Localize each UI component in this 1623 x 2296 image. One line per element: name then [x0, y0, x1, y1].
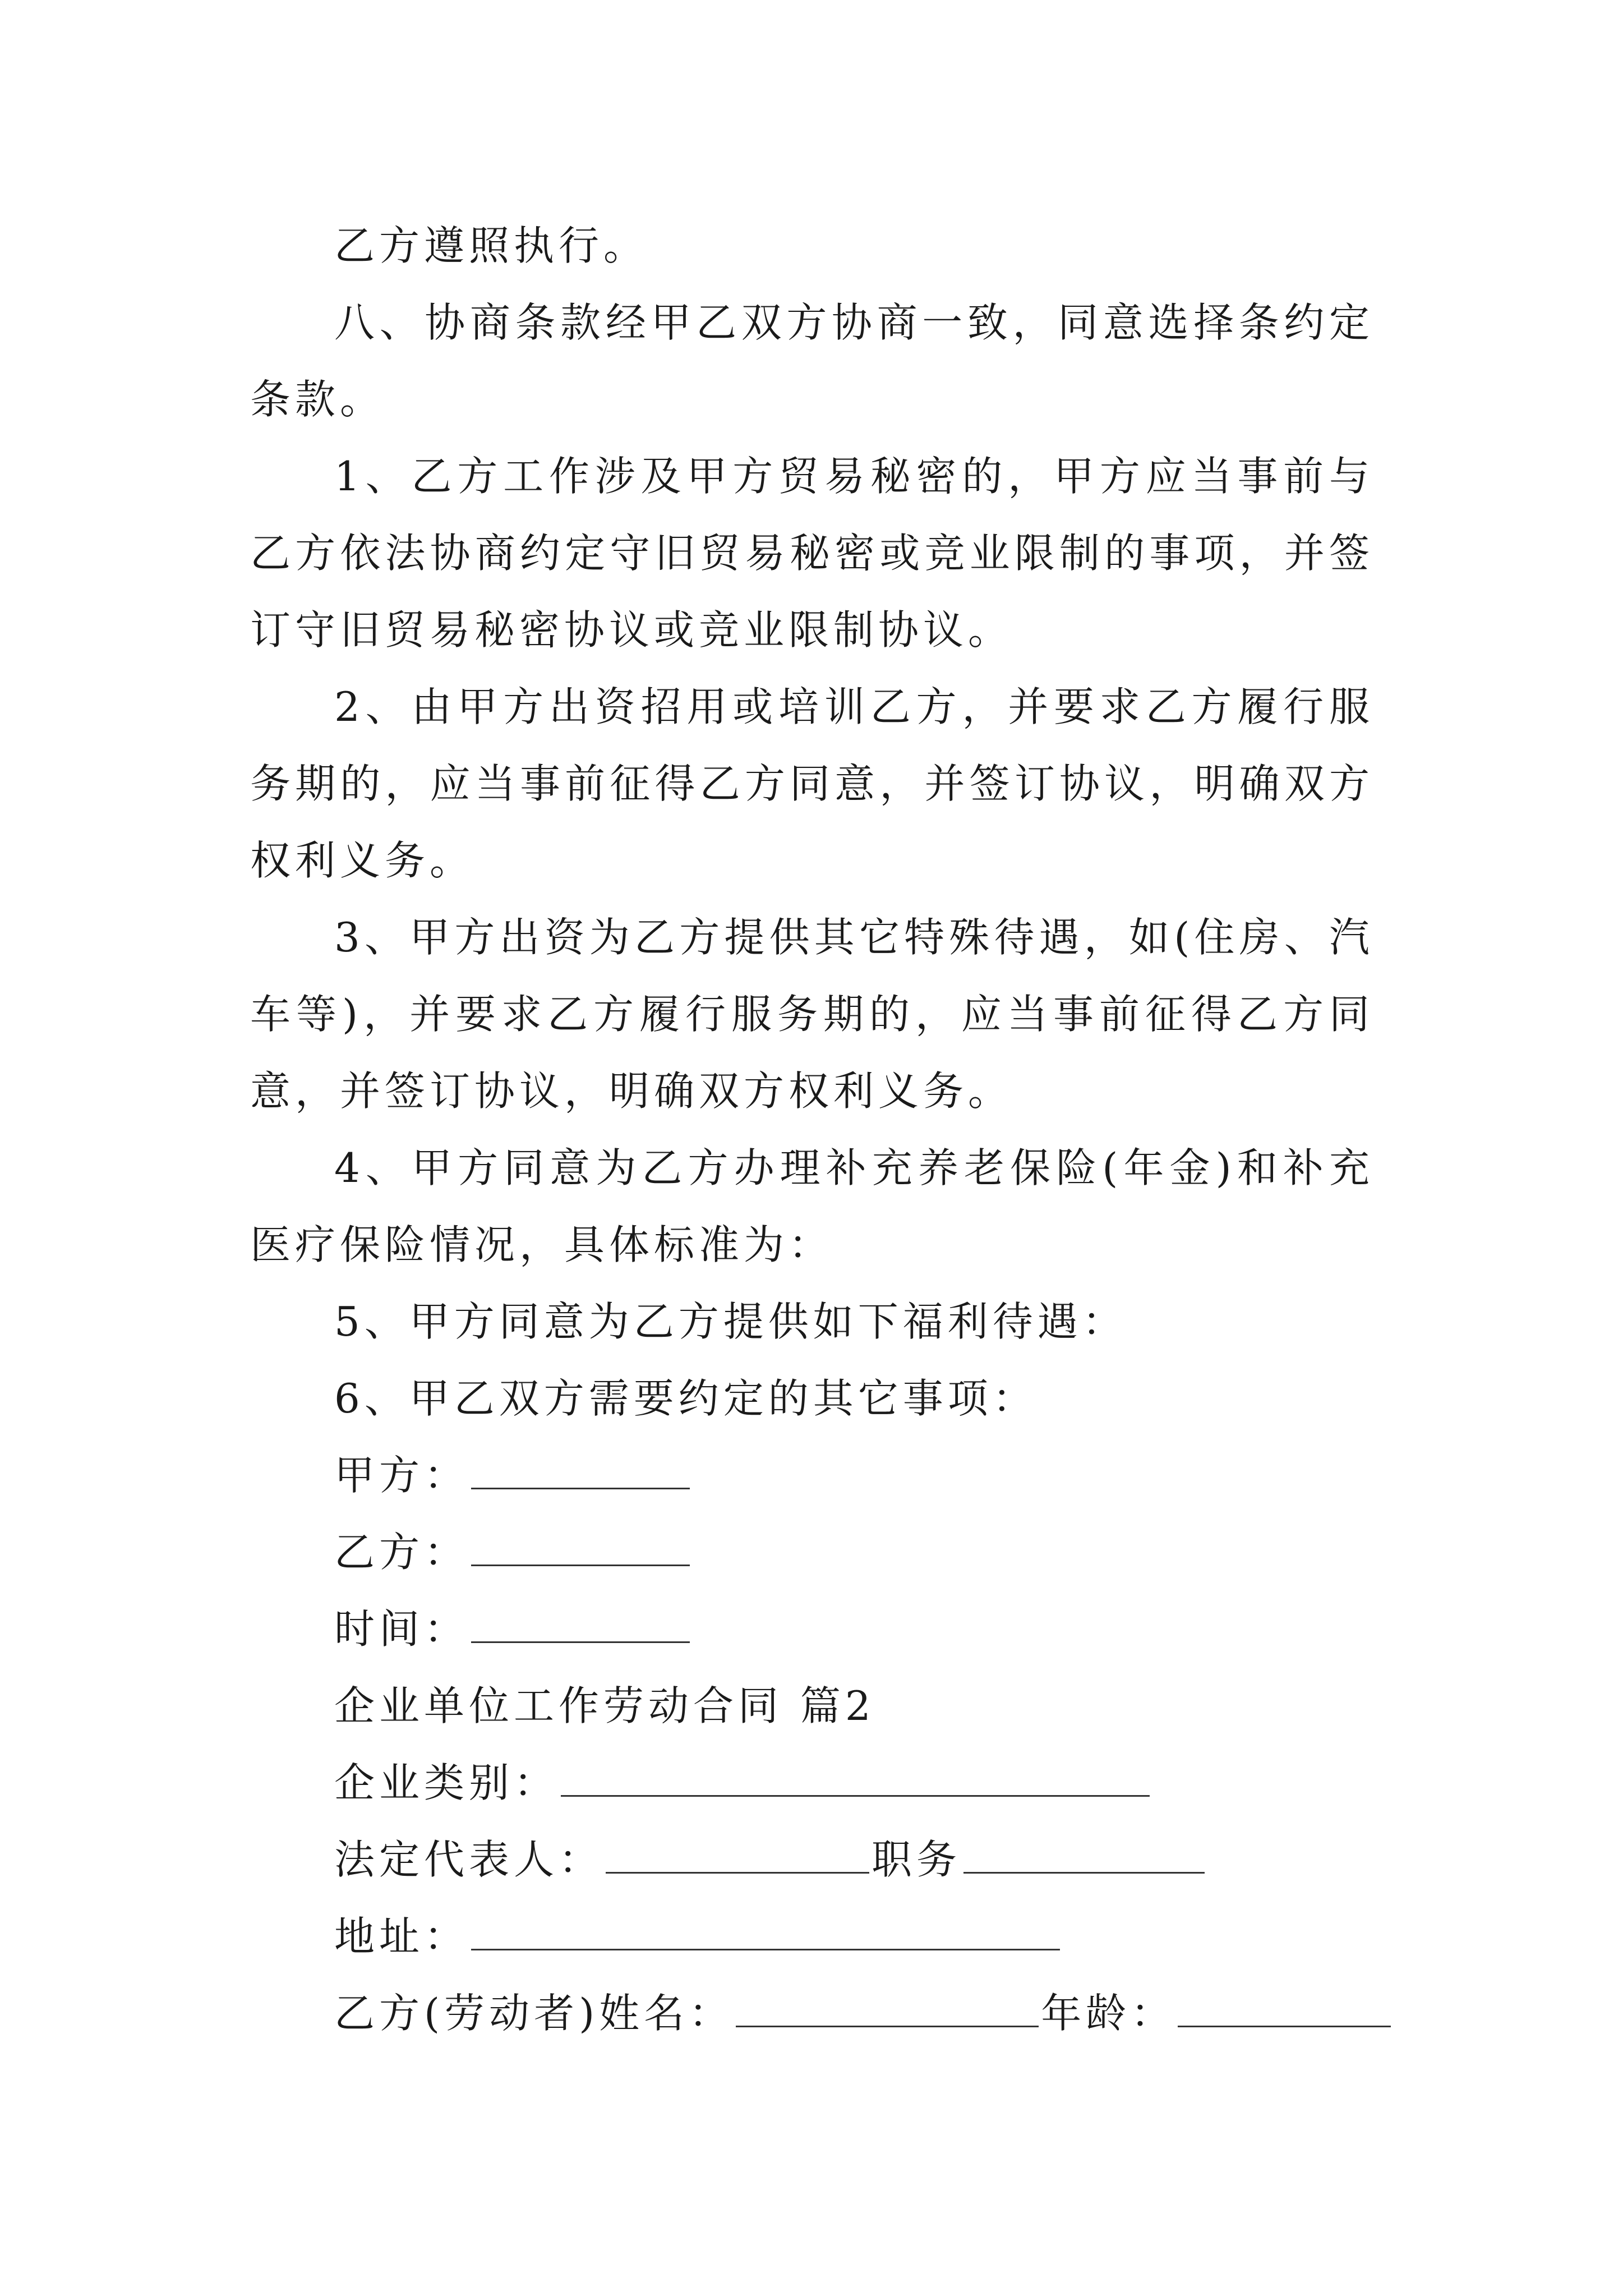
signature-party-b	[334, 1514, 1374, 1591]
paragraph-continuation: 乙方遵照执行。	[334, 222, 649, 269]
party-b-label: 乙方：	[334, 1529, 469, 1576]
party-a-blank	[471, 1455, 690, 1489]
paragraph-item-4: 4、甲方同意为乙方办理补充养老保险(年金)和补充医疗保险情况，具体标准为：	[250, 1144, 1374, 1268]
paragraph-item-5: 5、甲方同意为乙方提供如下福利待遇：	[334, 1298, 1127, 1345]
legal-rep-blank	[606, 1839, 869, 1874]
legal-rep-row	[334, 1821, 1374, 1898]
date-blank	[471, 1609, 690, 1643]
worker-row	[334, 1975, 1374, 2052]
worker-name-label: 乙方(劳动者)姓名：	[334, 1990, 734, 2037]
paragraph-item-1: 1、乙方工作涉及甲方贸易秘密的，甲方应当事前与乙方依法协商约定守旧贸易秘密或竞业限制的事项，并签订守旧贸易秘密协议或竞业限制协议。	[250, 453, 1374, 654]
worker-name-blank	[736, 1993, 1039, 2027]
paragraph-item-3: 3、甲方出资为乙方提供其它特殊待遇，如(住房、汽车等)，并要求乙方履行服务期的，应当事前征得乙方同意，并签订协议，明确双方权利义务。	[250, 914, 1374, 1115]
position-label: 职务	[872, 1836, 962, 1883]
address-blank	[471, 1916, 1060, 1950]
enterprise-type-blank	[561, 1763, 1150, 1797]
signature-party-a	[334, 1437, 1374, 1514]
section-title: 企业单位工作劳动合同 篇2	[334, 1682, 875, 1729]
legal-rep-label: 法定代表人：	[334, 1836, 604, 1883]
enterprise-type-label: 企业类别：	[334, 1759, 559, 1806]
paragraph-item-6: 6、甲乙双方需要约定的其它事项：	[334, 1375, 1038, 1422]
position-blank	[963, 1839, 1205, 1874]
address-row	[334, 1898, 1374, 1975]
age-label: 年龄：	[1041, 1990, 1176, 2037]
party-b-blank	[471, 1532, 690, 1566]
party-a-label: 甲方：	[334, 1452, 469, 1499]
age-blank	[1178, 1993, 1391, 2027]
enterprise-type-row	[334, 1745, 1374, 1821]
signature-date	[334, 1591, 1374, 1668]
address-label: 地址：	[334, 1913, 469, 1960]
document-body	[250, 208, 1374, 2052]
paragraph-clause-8: 八、协商条款经甲乙双方协商一致，同意选择条约定条款。	[250, 299, 1374, 423]
paragraph-item-2: 2、由甲方出资招用或培训乙方，并要求乙方履行服务期的，应当事前征得乙方同意，并签订协议，明确双方权利义务。	[250, 683, 1374, 884]
date-label: 时间：	[334, 1605, 469, 1653]
